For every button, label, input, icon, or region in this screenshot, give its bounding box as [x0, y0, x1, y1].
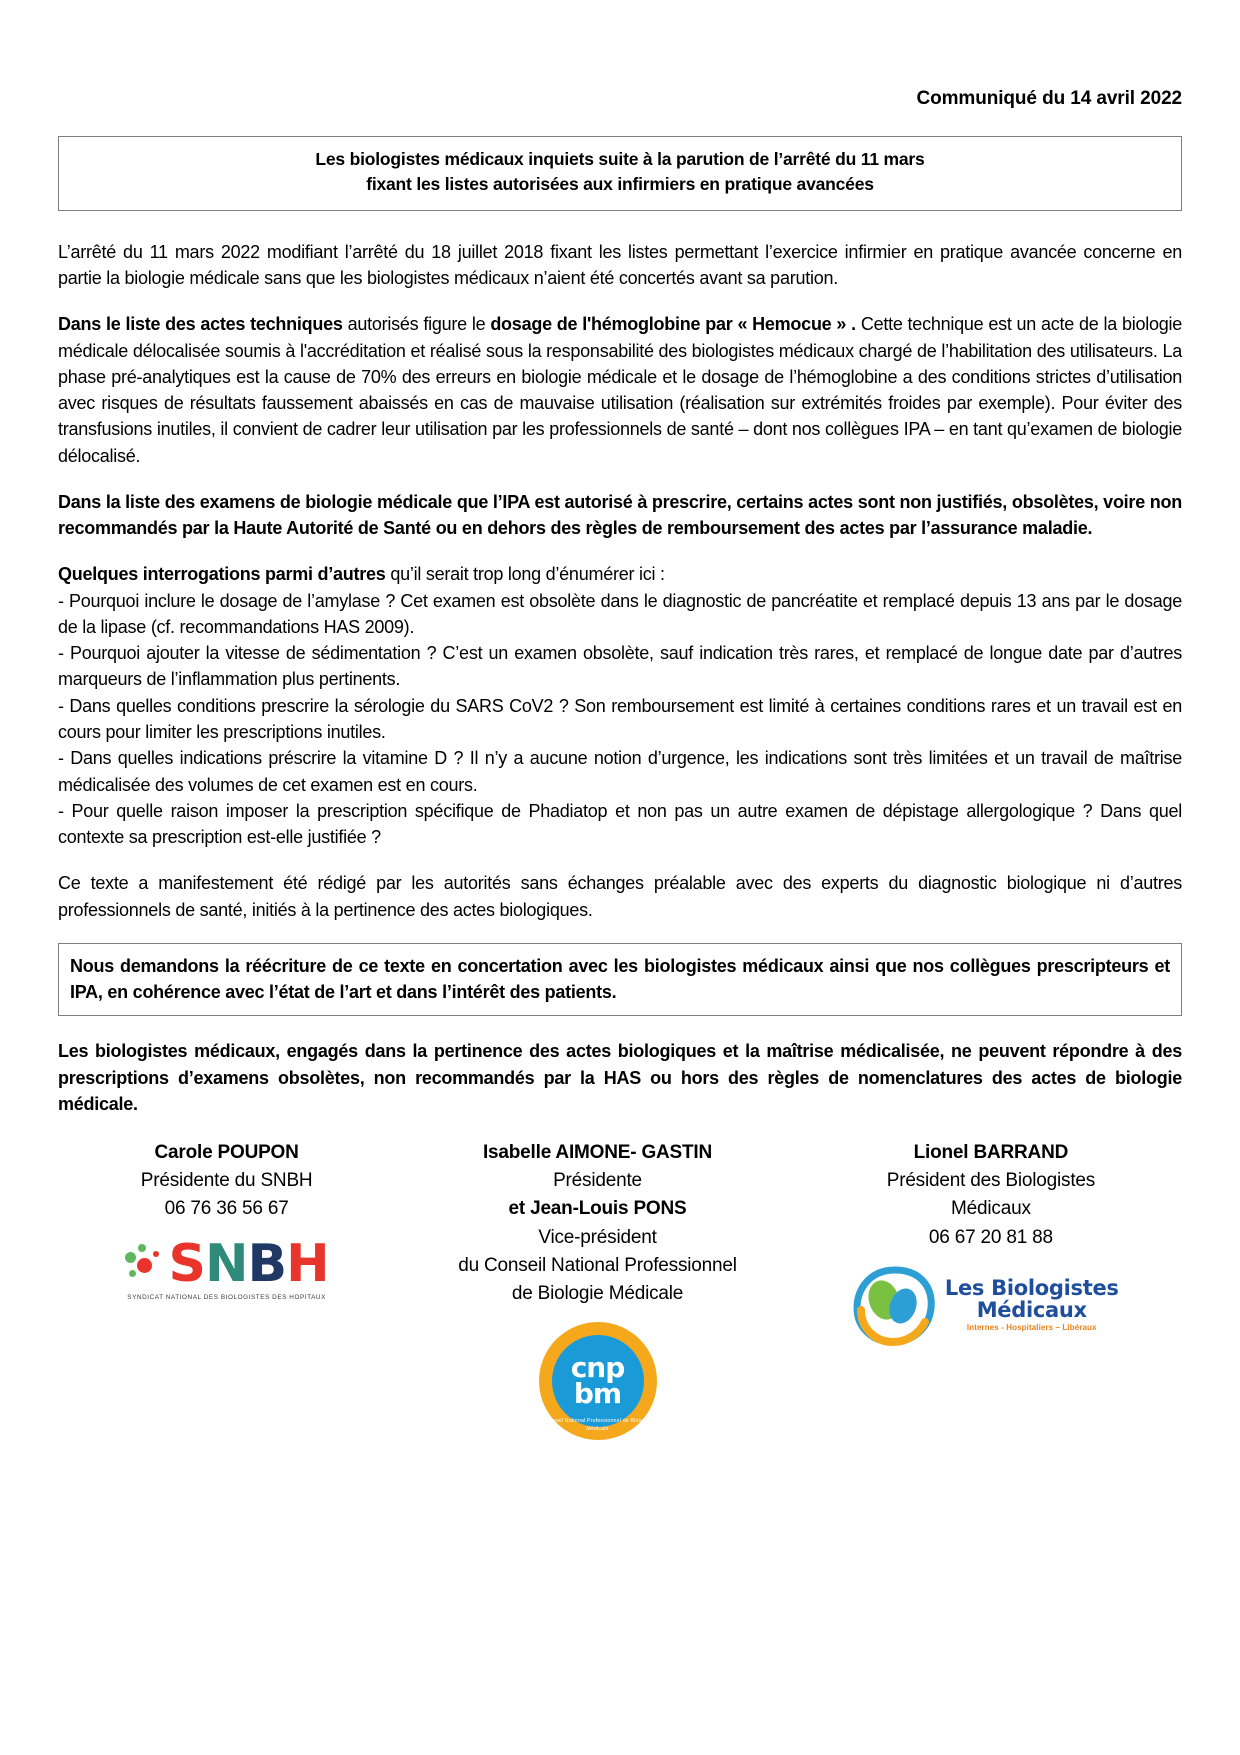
questions-lead: [58, 561, 1182, 587]
bold-lead-actes: Dans le liste des actes techniques: [58, 314, 343, 335]
cnpbm-ring-text: Conseil National Professionnel de Biologie Médicale: [544, 1418, 651, 1433]
signature-role-line-2: Médicaux: [951, 1198, 1031, 1220]
cnpbm-circle-icon: [539, 1322, 657, 1440]
signature-org-line-1: du Conseil National Professionnel: [458, 1254, 737, 1276]
paragraph-closing: Les biologistes médicaux, engagés dans la pertinence des actes biologiques et la maîtrise médicalisée, ne peuvent répondre à des prescriptions d’examens obsolètes, non recommandés par la HAS ou hors des règles de nomenclatures des actes de biologie médicale.: [58, 1041, 1182, 1114]
question-item: - Pourquoi ajouter la vitesse de sédimentation ? C’est un examen obsolète, sauf indication très rares, et remplacé de longue date par d’autres marqueurs de l’inflammation plus pertinents.: [58, 643, 1182, 690]
signature-role-line-1: Président des Biologistes: [886, 1170, 1096, 1192]
biologistes-leaf-icon: [851, 1266, 937, 1346]
biologistes-line-3: Internes - Hospitaliers – Libéraux: [966, 1322, 1097, 1332]
signature-name: Isabelle AIMONE- GASTIN: [482, 1142, 713, 1164]
signature-role: Présidente du SNBH: [140, 1170, 313, 1192]
signature-row: [58, 1139, 1182, 1440]
biologistes-medicaux-logo: [800, 1266, 1182, 1346]
bold-interrogations: Quelques interrogations parmi d’autres: [58, 564, 386, 585]
snbh-subtitle: SYNDICAT NATIONAL DES BIOLOGISTES DES HOPITAUX: [127, 1293, 326, 1301]
signature-org-line-2: de Biologie Médicale: [511, 1282, 684, 1304]
cnpbm-line-1: cnp: [570, 1350, 625, 1384]
question-item: - Dans quelles indications préscrire la vitamine D ? Il n’y a aucune notion d’urgence, les indications sont très limitées et un travail de maîtrise médicalisée des volumes de cet examen est en cours.: [58, 748, 1182, 795]
signature-name: Carole POUPON: [154, 1142, 299, 1164]
text-p2-rest: Cette technique est un acte de la biologie médicale délocalisée soumis à l'accréditation et réalisé sous la responsabilité des biologistes médicaux chargé de l’habilitation des utilisateurs. La phase pré-analytiques est la cause de 70% des erreurs en biologie médicale et le dosage de l’hémoglobine a des conditions strictes d’utilisation avec risques de résultats faussement abaissés en cas de mauvaise utilisation (réalisation sur extrémités froides par exemple). Pour éviter des transfusions inutiles, il convient de cadrer leur utilisation par les professionnels de santé – dont nos collègues IPA – en tant qu’examen de biologie délocalisé.: [58, 314, 1183, 466]
question-item: - Pourquoi inclure le dosage de l’amylase ? Cet examen est obsolète dans le diagnostic de pancréatite et remplacé depuis 13 ans par le dosage de la lipase (cf. recommandations HAS 2009).: [58, 590, 1182, 637]
snbh-logo: [58, 1233, 395, 1302]
title-line-2: fixant les listes autorisées aux infirmiers en pratique avancées: [366, 174, 874, 195]
signature-phone: 06 67 20 81 88: [928, 1226, 1053, 1248]
text-p4-rest: qu’il serait trop long d’énumérer ici :: [385, 564, 665, 585]
paragraph-intro: L’arrêté du 11 mars 2022 modifiant l’arrêté du 18 juillet 2018 fixant les listes permettant l’exercice infirmier en pratique avancée concerne en partie la biologie médicale sans que les biologistes médicaux n’aient été concertés avant sa parution.: [58, 241, 1182, 289]
title-box: [58, 136, 1182, 211]
paragraph-redige-autorites: Ce texte a manifestement été rédigé par les autorités sans échanges préalable avec des experts du diagnostic biologique ni d’autres professionnels de santé, initiés à la pertinence des actes biologiques.: [58, 873, 1182, 920]
signature-role-secondary: Vice-président: [538, 1226, 657, 1248]
signature-name: Lionel BARRAND: [913, 1142, 1069, 1164]
biologistes-line-1: Les Biologistes: [944, 1275, 1119, 1300]
questions-block: [58, 561, 1182, 850]
paragraph-liste-examens: Dans la liste des examens de biologie médicale que l’IPA est autorisé à prescrire, certains actes sont non justifiés, obsolètes, voire non recommandés par la Haute Autorité de Santé ou en dehors des règles de remboursement des actes par l’assurance maladie.: [58, 491, 1182, 539]
bold-hemocue: dosage de l'hémoglobine par « Hemocue » .: [490, 314, 856, 335]
signature-block-barrand: [800, 1139, 1182, 1440]
signature-role: Présidente: [553, 1170, 642, 1192]
snbh-dots-icon: [125, 1243, 165, 1285]
signature-phone: 06 76 36 56 67: [164, 1198, 289, 1220]
question-item: - Dans quelles conditions prescrire la sérologie du SARS CoV2 ? Son remboursement est limité à certaines conditions rares et un travail est en cours pour limiter les prescriptions inutiles.: [58, 695, 1182, 742]
signature-block-poupon: [58, 1139, 395, 1440]
cnpbm-line-2: bm: [573, 1376, 622, 1410]
snbh-wordmark: SNBH: [168, 1233, 329, 1294]
biologistes-line-2: Médicaux: [976, 1297, 1087, 1322]
title-line-1: Les biologistes médicaux inquiets suite à la parution de l’arrêté du 11 mars: [315, 149, 925, 169]
signature-block-aimone-gastin: [395, 1139, 800, 1440]
paragraph-actes-techniques: [58, 311, 1182, 469]
cnpbm-logo: [395, 1322, 800, 1440]
text-p2-mid: autorisés figure le: [342, 314, 491, 335]
communique-date: Communiqué du 14 avril 2022: [916, 88, 1182, 109]
question-item: - Pour quelle raison imposer la prescription spécifique de Phadiatop et non pas un autre examen de dépistage allergologique ? Dans quel contexte sa prescription est-elle justifiée ?: [58, 800, 1182, 848]
signature-name-secondary: et Jean-Louis PONS: [508, 1198, 687, 1220]
demand-box: [58, 943, 1182, 1017]
demand-text: Nous demandons la réécriture de ce texte en concertation avec les biologistes médicaux ainsi que nos collègues prescripteurs et IPA, en cohérence avec l’état de l’art et dans l’intérêt des patients.: [70, 955, 1170, 1003]
